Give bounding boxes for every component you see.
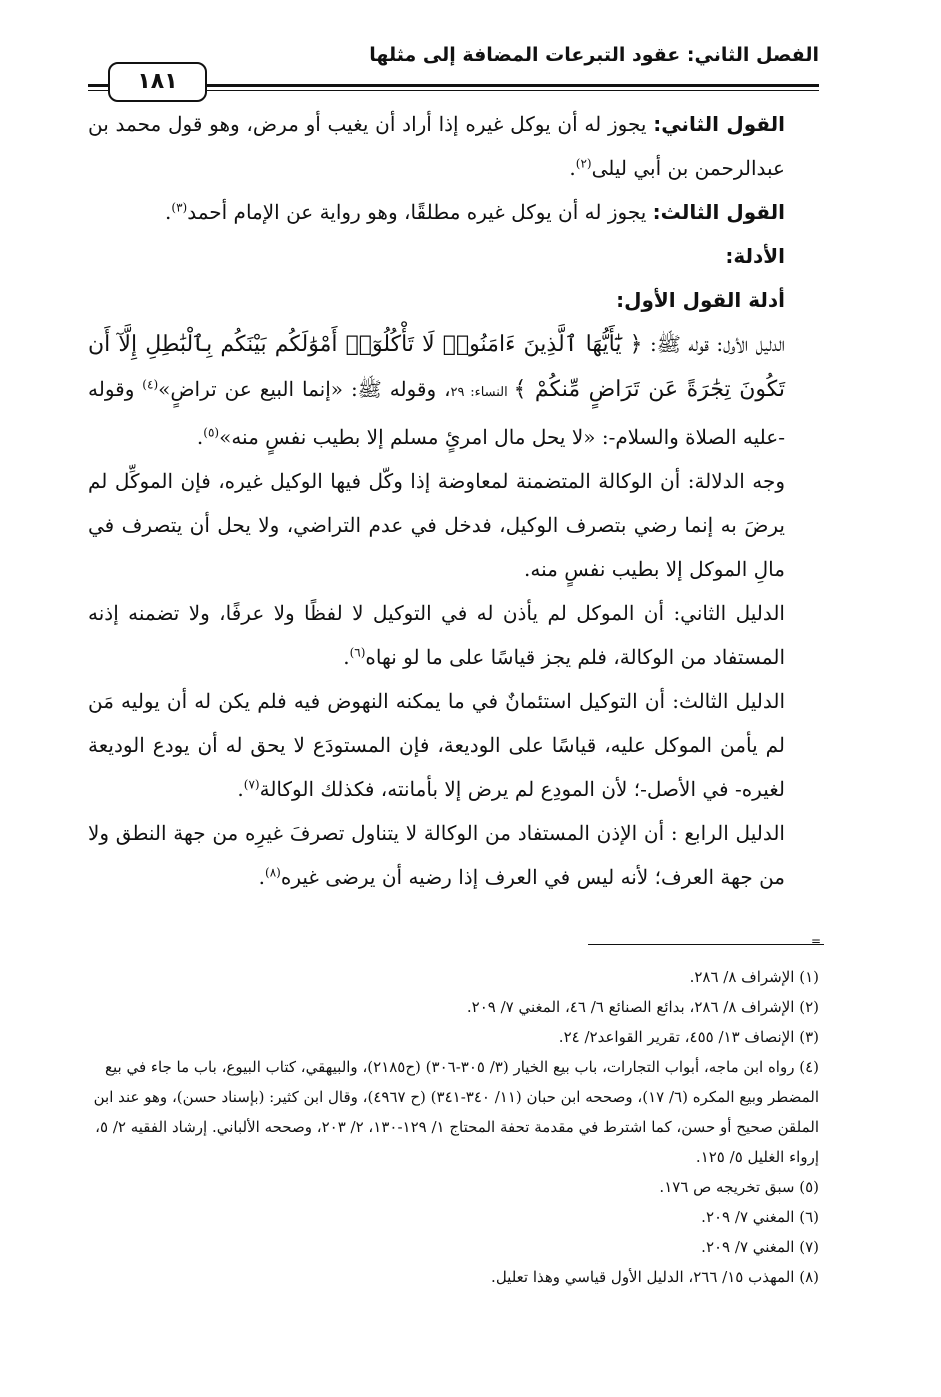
footnote-item: (٧) المغني ٧/ ٢٠٩. <box>701 1238 819 1256</box>
paragraph-evidence-1: الدليل الأول: قوله ﷺ: ﴿ يَٰٓأَيُّهَا ٱلَّذِينَ ءَامَنُوا۟ لَا تَأْكُلُوٓا۟ أَمْوَٰلَكُم بَيْنَكُم بِٱلْبَٰطِلِ إِلَّآ أَن تَكُونَ تِجَٰرَةً عَن تَرَاضٍ مِّنكُمْ ﴾ النساء: ٢٩، وقوله ﷺ: «إنما البيع عن تراضٍ»$^{(٤)}$ وقوله -عليه الصلاة والسلام-: «لا يحل مال امرئٍ مسلم إلا بطيب نفسٍ منه»$^{(٥)}$. <box>88 332 785 449</box>
paragraph-text: يجوز له أن يوكل غيره إذا أراد أن يغيب أو مرض، وهو قول محمد بن عبدالرحمن بن أبي ليلى <box>88 112 785 180</box>
paragraph-text: ، وقوله ﷺ: «إنما البيع عن تراضٍ» <box>158 377 451 401</box>
paragraph-label: الدليل الأول: <box>716 332 785 356</box>
main-text <box>88 102 819 899</box>
footnote-item: (٢) الإشراف ٨/ ٢٨٦، بدائع الصنائع ٦/ ٤٦، المغني ٧/ ٢٠٩. <box>466 998 819 1016</box>
footnote-ref: (٣) <box>171 200 188 215</box>
paragraph-text: وقوله -عليه الصلاة والسلام-: «لا يحل مال امرئٍ مسلم إلا بطيب نفسٍ منه» <box>88 377 785 449</box>
footnote-item: (٣) الإنصاف ١٣/ ٤٥٥، تقرير القواعد٢/ ٢٤. <box>558 1028 819 1046</box>
footnote-ref: (٧) <box>243 777 260 792</box>
paragraph-label: القول الثاني: <box>653 112 785 136</box>
paragraph-evidence-2: الدليل الثاني: أن الموكل لم يأذن له في التوكيل لا لفظًا ولا عرفًا، ولا تضمنه إذنه المستفاد من الوكالة، فلم يجز قياسًا على ما لو نهاه$^{(٦)}$. <box>88 601 785 669</box>
footnotes <box>88 962 819 1292</box>
footnote-ref: (٨) <box>265 865 281 880</box>
paragraph-evidence-3: الدليل الثالث: أن التوكيل استئمانٌ في ما يمكنه النهوض فيه فلم يكن له أن يوليه مَن لم يأمن الموكل عليه، قياسًا على الوديعة، فإن المستودَع لا يحق له أن يودع الوديعة لغيره- في الأصل-؛ لأن المودِع لم يرض إلا بأمانته، فكذلك الوكالة$^{(٧)}$. <box>88 689 785 801</box>
section-heading-first-opinion-evidence: أدلة القول الأول: <box>616 288 785 312</box>
footnote-ref: (٢) <box>575 156 592 171</box>
section-heading-evidence: الأدلة: <box>725 244 785 268</box>
footnote-ref: (٥) <box>203 425 220 440</box>
paragraph-text: أن الإذن المستفاد من الوكالة لا يتناول تصرفَ غيرِه من جهة النطق ولا من جهة العرف؛ لأنه ليس في العرف إذا رضيه أن يرضى غيره <box>88 821 785 889</box>
footnote-item: (١) الإشراف ٨/ ٢٨٦. <box>689 968 819 986</box>
paragraph-text: أن الوكالة المتضمنة لمعاوضة إذا وكّل فيها الوكيل غيره، فإن الموكِّل لم يرضَ به إنما رضي بتصرف الوكيل، فدخل في عدم التراضي، ولا يحل أن يتصرف في مالِ الموكل إلا بطيب نفسٍ منه. <box>88 469 785 581</box>
paragraph-label: وجه الدلالة: <box>687 469 785 493</box>
paragraph-third-opinion: القول الثالث: يجوز له أن يوكل غيره مطلقًا، وهو رواية عن الإمام أحمد$^{(٣)}$. <box>165 200 785 224</box>
quran-verse: ﴿ يَٰٓأَيُّهَا ٱلَّذِينَ ءَامَنُوا۟ لَا تَأْكُلُوٓا۟ أَمْوَٰلَكُم بَيْنَكُم بِٱلْبَٰطِلِ إِلَّآ أَن تَكُونَ تِجَٰرَةً عَن تَرَاضٍ مِّنكُمْ ﴾ <box>88 332 785 402</box>
paragraph-text: قوله ﷺ: <box>642 332 717 356</box>
footnote-ref: (٤) <box>142 377 159 392</box>
paragraph-inference <box>88 459 819 591</box>
footnote-continuation-marker: = <box>811 934 822 948</box>
footnote-item: (٥) سبق تخريجه ص ١٧٦. <box>659 1178 819 1196</box>
paragraph-label: القول الثالث: <box>652 200 785 224</box>
paragraph-text: يجوز له أن يوكل غيره مطلقًا، وهو رواية عن الإمام أحمد <box>187 200 653 224</box>
paragraph-label: الدليل الثالث: <box>672 689 785 713</box>
footnote-item: (٤) رواه ابن ماجه، أبواب التجارات، باب بيع الخيار (٣/ ٣٠٥-٣٠٦) (ح٢١٨٥)، والبيهقي، كتاب البيوع، باب ما جاء في بيع المضطر وبيع المكره (٦/ ١٧)، وصححه ابن حبان (١١/ ٣٤٠-٣٤١) (ح ٤٩٦٧)، وقال ابن كثير: (بإسناد حسن)، وهو عند ابن الملقن صحيح أو حسن، كما اشترط في مقدمة تحفة المحتاج ١/ ١٢٩-١٣٠، ٢/ ٢٠٣، وصححه الألباني. إرشاد الفقيه ٢/ ٥، إرواء الغليل ٥/ ١٢٥. <box>93 1058 819 1166</box>
paragraph-text: أن الموكل لم يأذن له في التوكيل لا لفظًا ولا عرفًا، ولا تضمنه إذنه المستفاد من الوكالة، فلم يجز قياسًا على ما لو نهاه <box>88 601 785 669</box>
paragraph-label: الدليل الرابع : <box>670 821 785 845</box>
paragraph-text: أن التوكيل استئمانٌ في ما يمكنه النهوض فيه فلم يكن له أن يوليه مَن لم يأمن الموكل عليه، قياسًا على الوديعة، فإن المستودَع لا يحق له أن يودع الوديعة لغيره- في الأصل-؛ لأن المودِع لم يرض إلا بأمانته، فكذلك الوكالة <box>88 689 785 801</box>
verse-reference: النساء: ٢٩ <box>450 385 514 400</box>
page-number: ١٨١ <box>108 62 207 102</box>
paragraph-second-opinion: القول الثاني: يجوز له أن يوكل غيره إذا أراد أن يغيب أو مرض، وهو قول محمد بن عبدالرحمن بن أبي ليلى$^{(٢)}$. <box>88 112 785 180</box>
footnote-separator <box>588 944 824 945</box>
footnote-ref: (٦) <box>349 645 366 660</box>
paragraph-label: الدليل الثاني: <box>673 601 785 625</box>
paragraph-evidence-4: الدليل الرابع : أن الإذن المستفاد من الوكالة لا يتناول تصرفَ غيرِه من جهة النطق ولا من جهة العرف؛ لأنه ليس في العرف إذا رضيه أن يرضى غيره$^{(٨)}$. <box>88 821 785 889</box>
running-header: الفصل الثاني: عقود التبرعات المضافة إلى مثلها <box>369 44 819 66</box>
footnote-item: (٨) المهذب ١٥/ ٢٦٦، الدليل الأول قياسي وهذا تعليل. <box>491 1268 819 1286</box>
footnote-item: (٦) المغني ٧/ ٢٠٩. <box>701 1208 819 1226</box>
